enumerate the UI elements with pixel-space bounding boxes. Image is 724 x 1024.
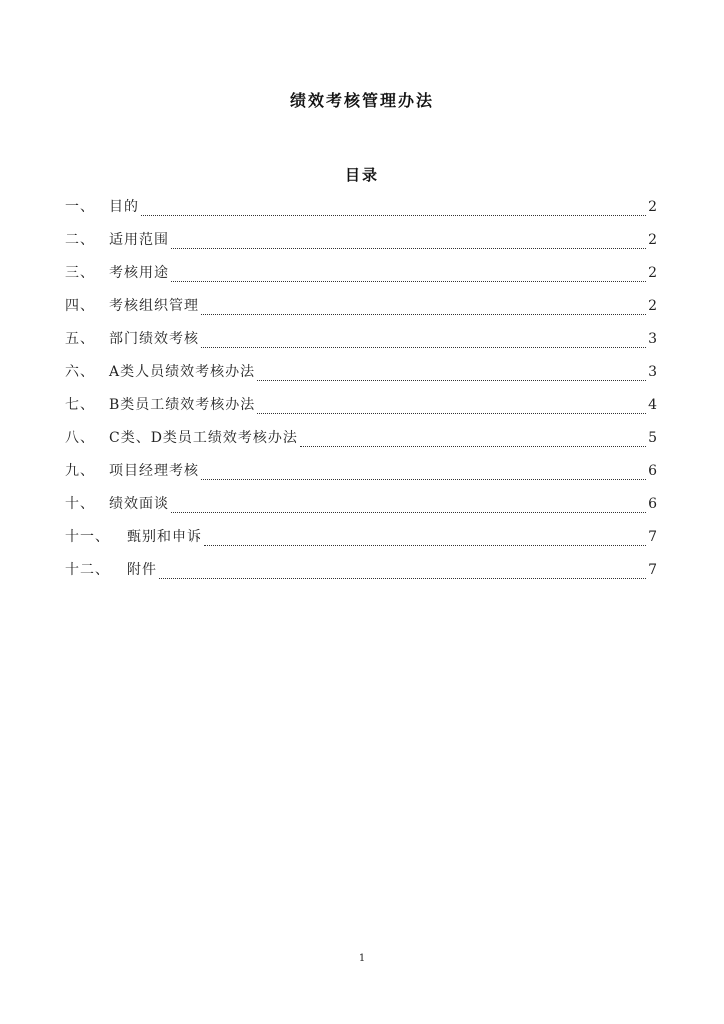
toc-entry-page: 7 — [648, 562, 657, 578]
toc-entry-number: 八、 — [65, 430, 95, 446]
toc-leader-dots — [171, 280, 646, 282]
toc-entry-page: 6 — [648, 463, 657, 479]
toc-entry-title: B类员工绩效考核办法 — [109, 397, 256, 413]
toc-entry-number: 二、 — [65, 232, 95, 248]
toc-entry-page: 6 — [648, 496, 657, 512]
toc-entry-page: 2 — [648, 298, 657, 314]
toc-entry-number: 十、 — [65, 496, 95, 512]
toc-entry-title: 适用范围 — [109, 232, 169, 248]
toc-entry-number: 四、 — [65, 298, 95, 314]
toc-entry[interactable] — [65, 196, 657, 229]
toc-leader-dots — [204, 544, 646, 546]
toc-leader-dots — [171, 511, 646, 513]
toc-entry-title: 甄别和申诉 — [127, 529, 202, 545]
toc-entry[interactable] — [65, 394, 657, 427]
toc-entry[interactable] — [65, 526, 657, 559]
toc-entry[interactable] — [65, 361, 657, 394]
toc-entry-title: 绩效面谈 — [109, 496, 169, 512]
toc-leader-dots — [257, 379, 646, 381]
toc-entry[interactable] — [65, 493, 657, 526]
toc-entry-number: 七、 — [65, 397, 95, 413]
document-title: 绩效考核管理办法 — [289, 91, 434, 110]
toc-entry[interactable] — [65, 427, 657, 460]
toc-entry-page: 3 — [648, 331, 657, 347]
toc-leader-dots — [300, 445, 646, 447]
toc-entry-title: 考核组织管理 — [109, 298, 199, 314]
toc-entry-page: 2 — [648, 199, 657, 215]
page-number: 1 — [358, 953, 366, 964]
toc-leader-dots — [257, 412, 646, 414]
toc-entry[interactable] — [65, 262, 657, 295]
toc-leader-dots — [201, 478, 646, 480]
toc-entry-page: 7 — [648, 529, 657, 545]
toc-entry-title: 项目经理考核 — [109, 463, 199, 479]
toc-entry-title: 附件 — [127, 562, 157, 578]
toc-entry-title: C类、D类员工绩效考核办法 — [109, 430, 298, 446]
toc-entry-number: 十二、 — [65, 562, 110, 578]
toc-entry-page: 3 — [648, 364, 657, 380]
toc-entry-title: 部门绩效考核 — [109, 331, 199, 347]
toc-entry[interactable] — [65, 229, 657, 262]
toc-entry-number: 九、 — [65, 463, 95, 479]
toc-heading: 目录 — [344, 166, 379, 184]
toc-entry-page: 2 — [648, 265, 657, 281]
toc-entry-title: 目的 — [109, 199, 139, 215]
toc-entry-number: 六、 — [65, 364, 95, 380]
toc-entry-page: 2 — [648, 232, 657, 248]
table-of-contents — [65, 196, 657, 592]
toc-entry[interactable] — [65, 460, 657, 493]
toc-entry[interactable] — [65, 295, 657, 328]
toc-entry-title: A类人员绩效考核办法 — [109, 364, 256, 380]
toc-entry[interactable] — [65, 559, 657, 592]
toc-entry-number: 三、 — [65, 265, 95, 281]
toc-entry-title: 考核用途 — [109, 265, 169, 281]
toc-leader-dots — [201, 346, 646, 348]
toc-entry-page: 5 — [648, 430, 657, 446]
toc-entry-page: 4 — [648, 397, 657, 413]
toc-entry-number: 十一、 — [65, 529, 110, 545]
toc-entry-number: 一、 — [65, 199, 95, 215]
toc-leader-dots — [171, 247, 646, 249]
toc-leader-dots — [159, 577, 646, 579]
toc-leader-dots — [141, 214, 646, 216]
toc-leader-dots — [201, 313, 646, 315]
toc-entry[interactable] — [65, 328, 657, 361]
toc-entry-number: 五、 — [65, 331, 95, 347]
